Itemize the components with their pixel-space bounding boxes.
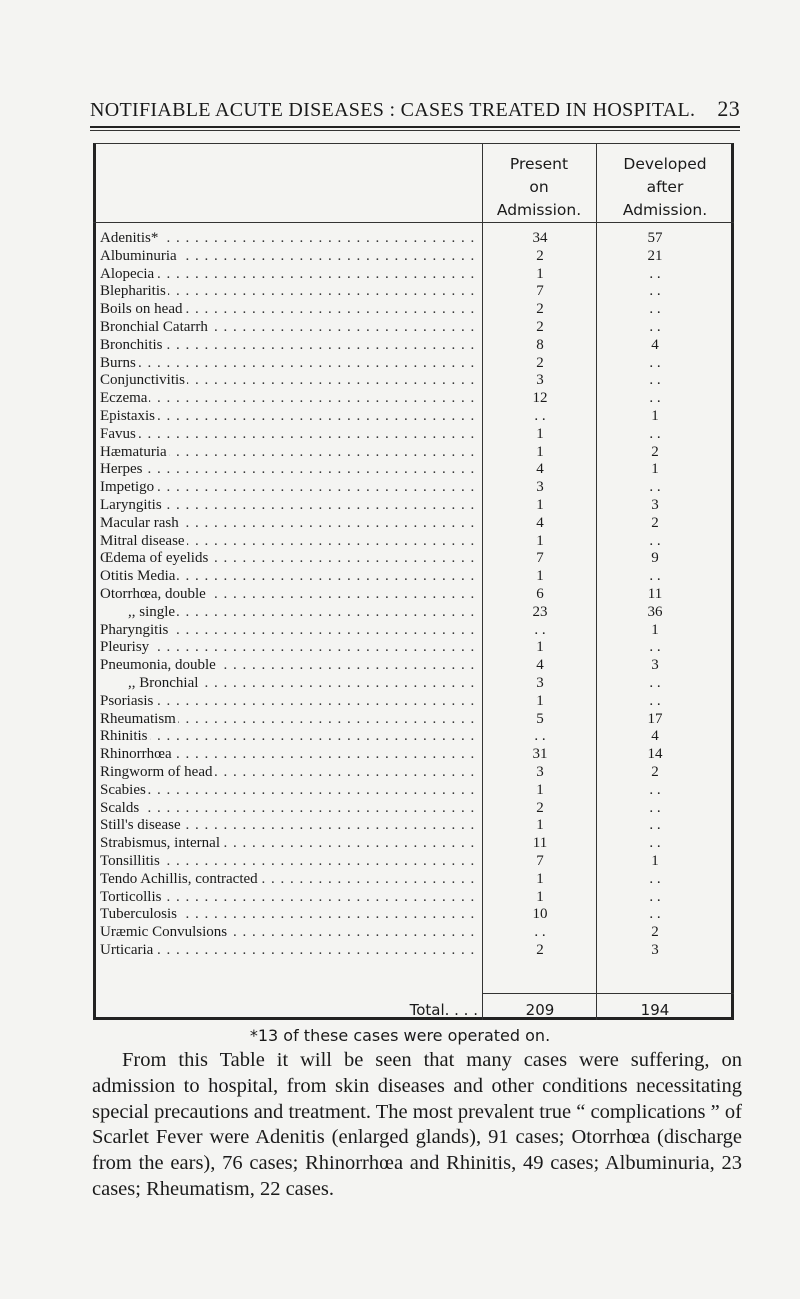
row-label-text: Tonsillitis xyxy=(100,853,160,869)
table-row xyxy=(100,853,730,871)
cell-present: 3 xyxy=(536,764,544,780)
header-rule-thin xyxy=(90,130,740,131)
cell-developed: . . xyxy=(649,906,661,923)
cell-present: 3 xyxy=(536,479,544,496)
row-label-text: Impetigo xyxy=(100,479,155,496)
row-label-text: Mitral disease xyxy=(100,532,185,549)
row-label xyxy=(100,390,478,408)
row-label-text: ,, single xyxy=(100,604,177,620)
table-row xyxy=(100,746,730,764)
table-row xyxy=(100,889,730,907)
cell-present: 34 xyxy=(532,230,548,246)
table-row xyxy=(100,319,730,337)
table-row xyxy=(100,622,730,640)
table-row xyxy=(100,515,730,533)
table-row xyxy=(100,248,730,266)
table-row xyxy=(100,337,730,355)
row-label xyxy=(100,906,478,924)
table-row xyxy=(100,533,730,551)
cell-present: 1 xyxy=(536,781,544,798)
row-label xyxy=(100,355,478,373)
table-row xyxy=(100,390,730,408)
row-label-text: Bronchial Catarrh xyxy=(100,319,208,335)
row-label xyxy=(100,817,478,835)
column-header-developed: Developed after Admission. xyxy=(622,155,708,219)
row-label xyxy=(100,568,478,586)
table-row xyxy=(100,782,730,800)
cell-present: 1 xyxy=(536,425,544,442)
table-row xyxy=(100,444,730,462)
cell-present: 1 xyxy=(536,888,544,905)
table-row xyxy=(100,461,730,479)
row-label-text: Boils on head xyxy=(100,301,183,318)
cell-present: 31 xyxy=(532,746,548,763)
cell-developed: . . xyxy=(649,781,661,798)
table-row xyxy=(100,800,730,818)
row-label xyxy=(100,604,478,622)
footnote: *13 of these cases were operated on. xyxy=(249,1026,551,1045)
row-label-text: Adenitis* xyxy=(100,230,159,246)
table-row xyxy=(100,550,730,568)
cell-present: 1 xyxy=(536,817,544,834)
cell-present: 7 xyxy=(536,550,544,567)
table-row xyxy=(100,426,730,444)
row-label xyxy=(100,924,478,942)
row-label-text: ,, Bronchial xyxy=(100,675,200,691)
row-label xyxy=(100,764,478,782)
cell-present: 4 xyxy=(536,461,544,478)
row-label xyxy=(100,515,478,533)
cell-developed: . . xyxy=(649,372,661,389)
row-label-text: Strabismus, internal xyxy=(100,835,220,852)
row-label-text: Laryngitis xyxy=(100,497,162,513)
page-title: NOTIFIABLE ACUTE DISEASES : CASES TREATED IN HOSPITAL. xyxy=(90,99,696,121)
row-label-text: Blepharitis xyxy=(100,283,166,300)
cell-developed: . . xyxy=(649,265,661,282)
cell-present: 7 xyxy=(536,283,544,300)
cell-present: 1 xyxy=(536,639,544,656)
cell-developed: 14 xyxy=(647,746,663,763)
row-label-text: Psoriasis xyxy=(100,692,154,709)
cell-present: 2 xyxy=(536,319,544,335)
cell-present: 1 xyxy=(536,532,544,549)
row-label xyxy=(100,283,478,301)
cell-developed: 4 xyxy=(651,336,659,353)
cell-present: 2 xyxy=(536,354,544,371)
row-label-text: Bronchitis xyxy=(100,336,163,353)
row-label xyxy=(100,408,478,426)
cell-developed: 21 xyxy=(647,247,663,264)
table-row xyxy=(100,266,730,284)
cell-present: . . xyxy=(534,728,546,745)
row-label xyxy=(100,711,478,729)
row-label-text: Rheumatism xyxy=(100,710,176,727)
row-label-text: Scalds xyxy=(100,799,140,816)
row-label xyxy=(100,230,478,248)
table-row xyxy=(100,568,730,586)
cell-present: 2 xyxy=(536,247,544,264)
cell-present: 1 xyxy=(536,870,544,887)
row-label xyxy=(100,639,478,657)
row-label-text: Still's disease xyxy=(100,817,181,834)
row-label xyxy=(100,550,478,568)
row-label-text: Ringworm of head xyxy=(100,764,213,780)
row-label-text: Scabies xyxy=(100,781,146,798)
cell-developed: . . xyxy=(649,568,661,585)
cell-developed: 2 xyxy=(651,924,659,941)
row-label-text: Alopecia xyxy=(100,265,155,282)
table-row xyxy=(100,675,730,693)
cell-present: 1 xyxy=(536,497,544,513)
cell-developed: 11 xyxy=(647,586,663,602)
table-row xyxy=(100,942,730,960)
cell-developed: . . xyxy=(649,835,661,852)
cell-developed: . . xyxy=(649,870,661,887)
cell-present: 3 xyxy=(536,372,544,389)
table-row xyxy=(100,301,730,319)
table-row xyxy=(100,479,730,497)
row-label xyxy=(100,301,478,319)
row-label-text: Tendo Achillis, contracted xyxy=(100,870,258,887)
row-label xyxy=(100,479,478,497)
table-row xyxy=(100,728,730,746)
cell-developed: 1 xyxy=(651,461,659,478)
cell-present: 23 xyxy=(532,603,548,620)
row-label-text: Otorrhœa, double xyxy=(100,586,206,602)
cell-developed: . . xyxy=(649,888,661,905)
row-label-text: Favus xyxy=(100,425,136,442)
column-header-present: Present on Admission. xyxy=(496,155,582,219)
row-label xyxy=(100,372,478,390)
row-label-text: Urticaria xyxy=(100,942,154,958)
row-label xyxy=(100,657,478,675)
cell-developed: 3 xyxy=(651,942,659,958)
row-label xyxy=(100,586,478,604)
cell-present: 11 xyxy=(532,835,548,852)
row-label xyxy=(100,728,478,746)
table-row xyxy=(100,906,730,924)
row-label xyxy=(100,889,478,907)
body-paragraph: From this Table it will be seen that many cases were suffering, on admission to hospital, from skin diseases and other conditions necessitating special precautions and treatment. The most prevalent true “ complications ” of Scarlet Fever were Adenitis (enlarged glands), 91 cases; Otorrhœa (discharge from the ears), 76 cases; Rhinorrhœa and Rhinitis, 49 cases; Albuminuria, 23 cases; Rheumatism, 22 cases. xyxy=(92,1049,742,1200)
row-label-text: Torticollis xyxy=(100,888,162,905)
cell-present: . . xyxy=(534,924,546,941)
table-row xyxy=(100,835,730,853)
row-label-text: Otitis Media xyxy=(100,568,176,585)
row-label xyxy=(100,497,478,515)
cell-developed: . . xyxy=(649,283,661,300)
cell-present: 2 xyxy=(536,799,544,816)
cell-developed: . . xyxy=(649,479,661,496)
cell-developed: 2 xyxy=(651,764,659,780)
row-label xyxy=(100,746,478,764)
row-label-text: Œdema of eyelids xyxy=(100,550,209,567)
row-label xyxy=(100,266,478,284)
cell-present: 7 xyxy=(536,853,544,869)
cell-developed: 3 xyxy=(651,497,659,513)
row-label xyxy=(100,835,478,853)
page-header xyxy=(90,96,740,122)
row-label xyxy=(100,942,478,960)
cell-developed: 4 xyxy=(651,728,659,745)
cell-developed: 2 xyxy=(651,514,659,531)
table-row xyxy=(100,639,730,657)
table-row xyxy=(100,657,730,675)
row-label xyxy=(100,853,478,871)
cell-developed: 1 xyxy=(651,853,659,869)
row-label xyxy=(100,800,478,818)
header-rule xyxy=(90,126,740,128)
row-label-text: Pneumonia, double xyxy=(100,657,216,674)
cell-present: . . xyxy=(534,621,546,638)
row-label-text: Rhinitis xyxy=(100,728,148,745)
table-row xyxy=(100,586,730,604)
total-present: 209 xyxy=(525,1001,555,1019)
table-row xyxy=(100,764,730,782)
row-label-text: Pharyngitis xyxy=(100,621,169,638)
table-row xyxy=(100,693,730,711)
cell-present: 12 xyxy=(532,390,548,407)
row-label-text: Rhinorrhœa xyxy=(100,746,172,763)
cell-present: 6 xyxy=(536,586,544,602)
row-label xyxy=(100,444,478,462)
cell-present: 1 xyxy=(536,443,544,460)
row-label xyxy=(100,426,478,444)
cell-developed: . . xyxy=(649,354,661,371)
table-row xyxy=(100,408,730,426)
cell-present: 1 xyxy=(536,265,544,282)
page-number: 23 xyxy=(717,96,740,121)
row-label xyxy=(100,319,478,337)
header-divider xyxy=(93,222,734,223)
cell-developed: 17 xyxy=(647,710,663,727)
row-label xyxy=(100,533,478,551)
row-label xyxy=(100,461,478,479)
row-label-text: Hæmaturia xyxy=(100,443,167,460)
cell-developed: . . xyxy=(649,301,661,318)
table-row xyxy=(100,604,730,622)
row-label xyxy=(100,782,478,800)
table-row xyxy=(100,372,730,390)
table-row xyxy=(100,355,730,373)
cell-developed: 1 xyxy=(651,408,659,424)
cell-developed: . . xyxy=(649,425,661,442)
cell-present: 2 xyxy=(536,301,544,318)
cell-present: 4 xyxy=(536,657,544,674)
cell-developed: . . xyxy=(649,675,661,691)
row-label xyxy=(100,337,478,355)
total-label: Total. . . . xyxy=(409,1001,478,1019)
cell-present: 8 xyxy=(536,336,544,353)
table-row xyxy=(100,283,730,301)
cell-developed: . . xyxy=(649,639,661,656)
cell-present: 10 xyxy=(532,906,548,923)
row-label-text: Eczema xyxy=(100,390,148,407)
table-row xyxy=(100,924,730,942)
cell-present: 3 xyxy=(536,675,544,691)
cell-developed: . . xyxy=(649,532,661,549)
cell-developed: 3 xyxy=(651,657,659,674)
table-row xyxy=(100,871,730,889)
cell-developed: . . xyxy=(649,817,661,834)
row-label-text: Pleurisy xyxy=(100,639,150,656)
row-label-text: Epistaxis xyxy=(100,408,155,424)
table-row xyxy=(100,711,730,729)
total-divider xyxy=(482,993,734,994)
cell-present: 4 xyxy=(536,514,544,531)
row-label xyxy=(100,248,478,266)
cell-present: 5 xyxy=(536,710,544,727)
row-label xyxy=(100,871,478,889)
row-label-text: Tuberculosis xyxy=(100,906,177,923)
total-developed: 194 xyxy=(640,1001,670,1019)
cell-developed: . . xyxy=(649,319,661,335)
row-label-text: Herpes xyxy=(100,461,143,478)
cell-developed: . . xyxy=(649,799,661,816)
table-row xyxy=(100,817,730,835)
cell-present: . . xyxy=(534,408,546,424)
cell-present: 2 xyxy=(536,942,544,958)
cell-developed: . . xyxy=(649,390,661,407)
table-row xyxy=(100,230,730,248)
table-row xyxy=(100,497,730,515)
row-label-text: Albuminuria xyxy=(100,247,177,264)
cell-developed: 57 xyxy=(647,230,663,246)
row-label-text: Conjunctivitis xyxy=(100,372,186,389)
row-label xyxy=(100,675,478,693)
cell-developed: . . xyxy=(649,692,661,709)
cell-present: 1 xyxy=(536,568,544,585)
row-label xyxy=(100,693,478,711)
row-label xyxy=(100,622,478,640)
cell-developed: 1 xyxy=(651,621,659,638)
row-label-text: Uræmic Convulsions xyxy=(100,924,228,941)
cell-developed: 2 xyxy=(651,443,659,460)
row-label-text: Burns xyxy=(100,354,136,371)
row-label-text: Macular rash xyxy=(100,514,179,531)
cell-present: 1 xyxy=(536,692,544,709)
cell-developed: 9 xyxy=(651,550,659,567)
cell-developed: 36 xyxy=(647,603,663,620)
